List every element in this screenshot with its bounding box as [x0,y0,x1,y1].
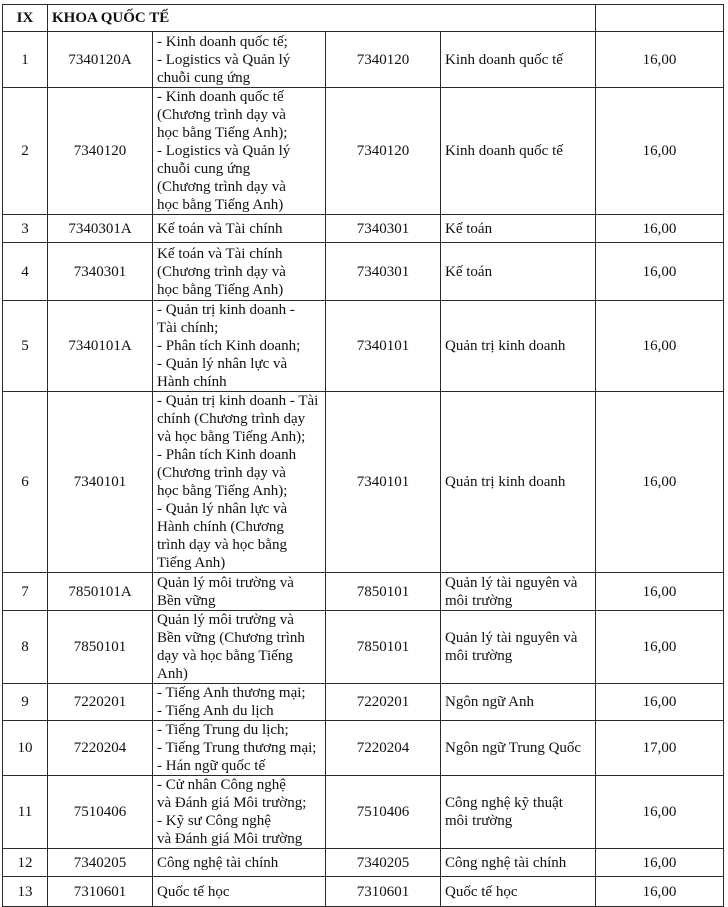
cutoff-score: 16,00 [596,392,724,573]
admission-code: 7850101A [48,573,153,611]
major-name: Ngôn ngữ Trung Quốc [441,721,596,776]
major-code: 7220204 [326,721,441,776]
cutoff-score: 16,00 [596,877,724,907]
admission-code: 7340301A [48,215,153,243]
section-score-cell [596,5,724,32]
admission-code: 7850101 [48,611,153,684]
major-name: Quản trị kinh doanh [441,392,596,573]
major-name: Quản trị kinh doanh [441,301,596,392]
cutoff-score: 16,00 [596,776,724,849]
admission-code: 7340205 [48,849,153,877]
cutoff-score: 16,00 [596,573,724,611]
major-code: 7340101 [326,301,441,392]
program-name: Công nghệ tài chính [153,849,326,877]
major-name: Quản lý tài nguyên và môi trường [441,611,596,684]
cutoff-score: 16,00 [596,32,724,88]
cutoff-score: 16,00 [596,849,724,877]
program-name: - Tiếng Trung du lịch; - Tiếng Trung thương mại; - Hán ngữ quốc tế [153,721,326,776]
cutoff-score: 16,00 [596,301,724,392]
admission-code: 7510406 [48,776,153,849]
program-name: Kế toán và Tài chính (Chương trình dạy và học bằng Tiếng Anh) [153,243,326,301]
cutoff-score: 16,00 [596,684,724,721]
row-number: 2 [3,88,48,215]
section-header-row [3,5,724,32]
major-code: 7340301 [326,215,441,243]
major-code: 7510406 [326,776,441,849]
cutoff-score: 17,00 [596,721,724,776]
table-row [3,88,724,215]
major-code: 7310601 [326,877,441,907]
table-row [3,392,724,573]
program-name: Quốc tế học [153,877,326,907]
cutoff-score: 16,00 [596,88,724,215]
table-row [3,684,724,721]
table-row [3,611,724,684]
admission-code: 7340301 [48,243,153,301]
cutoff-score: 16,00 [596,243,724,301]
major-code: 7850101 [326,611,441,684]
row-number: 4 [3,243,48,301]
admission-code: 7310601 [48,877,153,907]
major-code: 7340205 [326,849,441,877]
table-row [3,849,724,877]
table-row [3,215,724,243]
major-name: Ngôn ngữ Anh [441,684,596,721]
program-name: Quản lý môi trường và Bền vững (Chương trình dạy và học bằng Tiếng Anh) [153,611,326,684]
major-name: Công nghệ tài chính [441,849,596,877]
admission-code: 7340101 [48,392,153,573]
row-number: 13 [3,877,48,907]
program-name: - Quản trị kinh doanh - Tài chính (Chương trình dạy và học bằng Tiếng Anh); - Phân tích Kinh doanh (Chương trình dạy và học bằng Tiếng Anh); - Quản lý nhân lực và Hành chính (Chương trình dạy và học bằng Tiếng Anh) [153,392,326,573]
row-number: 10 [3,721,48,776]
row-number: 5 [3,301,48,392]
admission-score-table [2,4,724,907]
admission-code: 7340120 [48,88,153,215]
row-number: 7 [3,573,48,611]
admission-code: 7220201 [48,684,153,721]
major-code: 7850101 [326,573,441,611]
major-name: Kinh doanh quốc tế [441,88,596,215]
program-name: - Kinh doanh quốc tế; - Logistics và Quản lý chuỗi cung ứng [153,32,326,88]
major-name: Kinh doanh quốc tế [441,32,596,88]
row-number: 6 [3,392,48,573]
table-row [3,243,724,301]
table-row [3,301,724,392]
major-code: 7340120 [326,32,441,88]
table-row [3,776,724,849]
row-number: 1 [3,32,48,88]
table-row [3,877,724,907]
major-name: Kế toán [441,243,596,301]
major-name: Công nghệ kỹ thuật môi trường [441,776,596,849]
program-name: - Tiếng Anh thương mại; - Tiếng Anh du lịch [153,684,326,721]
table-row [3,573,724,611]
row-number: 3 [3,215,48,243]
major-name: Kế toán [441,215,596,243]
section-number: IX [3,5,48,32]
program-name: - Quản trị kinh doanh - Tài chính; - Phân tích Kinh doanh; - Quản lý nhân lực và Hành chính [153,301,326,392]
table-row [3,32,724,88]
admission-code: 7340101A [48,301,153,392]
program-name: Quản lý môi trường và Bền vững [153,573,326,611]
program-name: - Kinh doanh quốc tế (Chương trình dạy và học bằng Tiếng Anh); - Logistics và Quản lý chuỗi cung ứng (Chương trình dạy và học bằng Tiếng Anh) [153,88,326,215]
section-title: KHOA QUỐC TẾ [48,5,596,32]
row-number: 9 [3,684,48,721]
major-code: 7220201 [326,684,441,721]
major-name: Quốc tế học [441,877,596,907]
program-name: - Cử nhân Công nghệ và Đánh giá Môi trường; - Kỹ sư Công nghệ và Đánh giá Môi trường [153,776,326,849]
major-code: 7340120 [326,88,441,215]
row-number: 12 [3,849,48,877]
major-code: 7340101 [326,392,441,573]
row-number: 11 [3,776,48,849]
admission-code: 7340120A [48,32,153,88]
major-code: 7340301 [326,243,441,301]
cutoff-score: 16,00 [596,215,724,243]
row-number: 8 [3,611,48,684]
cutoff-score: 16,00 [596,611,724,684]
admission-code: 7220204 [48,721,153,776]
table-row [3,721,724,776]
program-name: Kế toán và Tài chính [153,215,326,243]
major-name: Quản lý tài nguyên và môi trường [441,573,596,611]
